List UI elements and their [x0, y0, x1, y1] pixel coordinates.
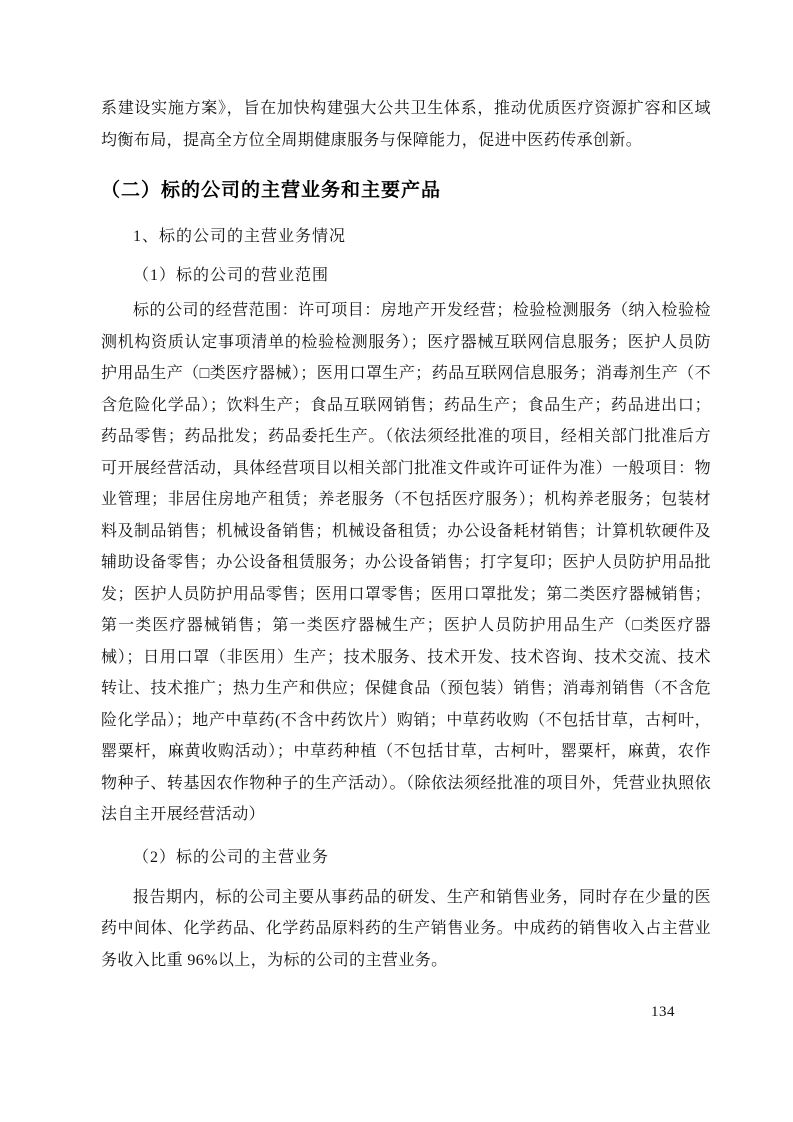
subsection-1-1-heading: （1）标的公司的营业范围	[133, 267, 330, 284]
page-number: 134	[651, 1004, 675, 1020]
continuation-paragraph: 系建设实施方案》，旨在加快构建强大公共卫生体系，推动优质医疗资源扩容和区域均衡布局，提高全方位全周期健康服务与保障能力，促进中医药传承创新。	[101, 100, 711, 149]
subsection-1-2-heading: （2）标的公司的主营业务	[133, 848, 330, 866]
business-scope-paragraph: 标的公司的经营范围：许可项目：房地产开发经营；检验检测服务（纳入检验检测机构资质认定事项清单的检验检测服务）；医疗器械互联网信息服务；医护人员防护用品生产（□类医疗器械）；医用口罩生产；药品互联网信息服务；消毒剂生产（不含危险化学品）；饮料生产；食品互联网销售；药品生产；食品生产；药品进出口；药品零售；药品批发；药品委托生产。（依法须经批准的项目，经相关部门批准后方可开展经营活动，具体经营项目以相关部门批准文件或许可证件为准）一般项目：物业管理；非居住房地产租赁；养老服务（不包括医疗服务）；机构养老服务；包装材料及制品销售；机械设备销售；机械设备租赁；办公设备耗材销售；计算机软硬件及辅助设备零售；办公设备租赁服务；办公设备销售；打字复印；医护人员防护用品批发；医护人员防护用品零售；医用口罩零售；医用口罩批发；第二类医疗器械销售；第一类医疗器械销售；第一类医疗器械生产；医护人员防护用品生产（□类医疗器械）；日用口罩（非医用）生产；技术服务、技术开发、技术咨询、技术交流、技术转让、技术推广；热力生产和供应；保健食品（预包装）销售；消毒剂销售（不含危险化学品）；地产中草药(不含中药饮片）购销；中草药收购（不包括甘草，古柯叶，罂粟杆，麻黄收购活动）；中草药种植（不包括甘草，古柯叶，罂粟杆，麻黄，农作物种子、转基因农作物种子的生产活动）。（除依法须经批准的项目外，凭营业执照依法自主开展经营活动）	[101, 302, 711, 823]
section-heading: （二）标的公司的主营业务和主要产品	[101, 180, 442, 201]
subsection-1-heading: 1、标的公司的主营业务情况	[133, 228, 347, 245]
main-business-paragraph: 报告期内，标的公司主要从事药品的研发、生产和销售业务，同时存在少量的医药中间体、化学药品、化学药品原料药的生产销售业务。中成药的销售收入占主营业务收入比重 96%以上，为标的公司的主营业务。	[101, 888, 711, 969]
